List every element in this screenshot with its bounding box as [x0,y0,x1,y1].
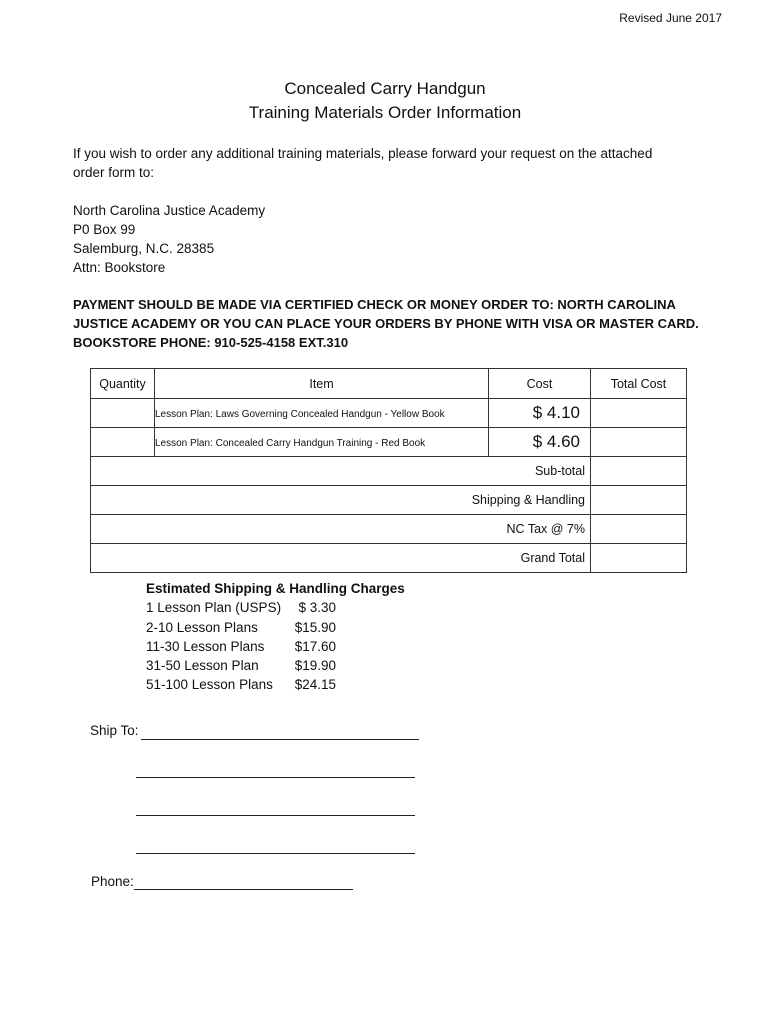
header-total-cost: Total Cost [591,369,687,399]
address-line-4: Attn: Bookstore [73,260,166,275]
list-item [146,675,405,694]
item-name: Lesson Plan: Concealed Carry Handgun Training - Red Book [155,438,426,449]
item-name: Lesson Plan: Laws Governing Concealed Handgun - Yellow Book [155,409,445,420]
list-item [146,598,405,617]
shipping-label: Shipping & Handling [91,486,591,515]
ship-to-field-line-1[interactable] [141,739,419,740]
item-cell [155,399,489,428]
shipping-charges [146,579,405,695]
quantity-cell-yellow-book[interactable] [91,399,155,428]
shipping-tier-label: 1 Lesson Plan (USPS) [146,600,282,616]
subtotal-label: Sub-total [91,457,591,486]
shipping-tier-amount: $17.60 [294,638,336,654]
table-row [91,428,687,457]
cost-cell: $ 4.60 [489,428,591,457]
page-title-line2: Training Materials Order Information [248,103,522,122]
header-item: Item [155,369,489,399]
tax-row [91,515,687,544]
phone-field-line[interactable] [134,889,353,890]
shipping-tier-amount: $24.15 [294,677,336,693]
ship-to-field-line-4[interactable] [136,853,415,854]
ship-to-field-line-3[interactable] [136,815,415,816]
table-row [91,399,687,428]
grand-total-value-cell[interactable] [591,544,687,573]
page-title-line1: Concealed Carry Handgun [284,79,486,98]
order-table [90,368,687,573]
address-line-2: P0 Box 99 [73,222,136,237]
total-cost-cell-yellow-book[interactable] [591,399,687,428]
address-line-3: Salemburg, N.C. 28385 [73,241,215,256]
payment-line-3: BOOKSTORE PHONE: 910-525-4158 EXT.310 [73,335,349,350]
payment-notice [73,295,699,352]
tax-label: NC Tax @ 7% [91,515,591,544]
list-item [146,637,405,656]
revised-date: Revised June 2017 [619,11,722,25]
list-item [146,618,405,637]
ship-to-field-line-2[interactable] [136,777,415,778]
shipping-tier-label: 31-50 Lesson Plan [146,658,259,674]
quantity-cell-red-book[interactable] [91,428,155,457]
cost-cell: $ 4.10 [489,399,591,428]
shipping-tier-amount: $ 3.30 [298,600,336,616]
phone-label: Phone: [91,874,134,889]
intro-line-2: order form to: [73,165,155,180]
item-cell [155,428,489,457]
tax-value-cell[interactable] [591,515,687,544]
shipping-tier-amount: $19.90 [294,658,336,674]
grand-total-label: Grand Total [91,544,591,573]
table-header-row [91,369,687,399]
shipping-tier-label: 2-10 Lesson Plans [146,619,258,635]
address-line-1: North Carolina Justice Academy [73,203,266,218]
mailing-address [73,201,265,277]
shipping-tier-amount: $15.90 [294,619,336,635]
grand-total-row [91,544,687,573]
subtotal-value-cell[interactable] [591,457,687,486]
subtotal-row [91,457,687,486]
shipping-tier-label: 51-100 Lesson Plans [146,677,273,693]
header-quantity: Quantity [91,369,155,399]
total-cost-cell-red-book[interactable] [591,428,687,457]
ship-to-label: Ship To: [90,723,139,738]
shipping-charges-heading: Estimated Shipping & Handling Charges [146,581,405,596]
intro-text [73,144,652,182]
shipping-tier-label: 11-30 Lesson Plans [146,638,265,654]
shipping-value-cell[interactable] [591,486,687,515]
intro-line-1: If you wish to order any additional training materials, please forward your request on the attached [73,146,653,161]
payment-line-1: PAYMENT SHOULD BE MADE VIA CERTIFIED CHECK OR MONEY ORDER TO: NORTH CAROLINA [73,297,676,312]
header-cost: Cost [489,369,591,399]
list-item [146,656,405,675]
payment-line-2: JUSTICE ACADEMY OR YOU CAN PLACE YOUR ORDERS BY PHONE WITH VISA OR MASTER CARD. [73,316,699,331]
shipping-row [91,486,687,515]
